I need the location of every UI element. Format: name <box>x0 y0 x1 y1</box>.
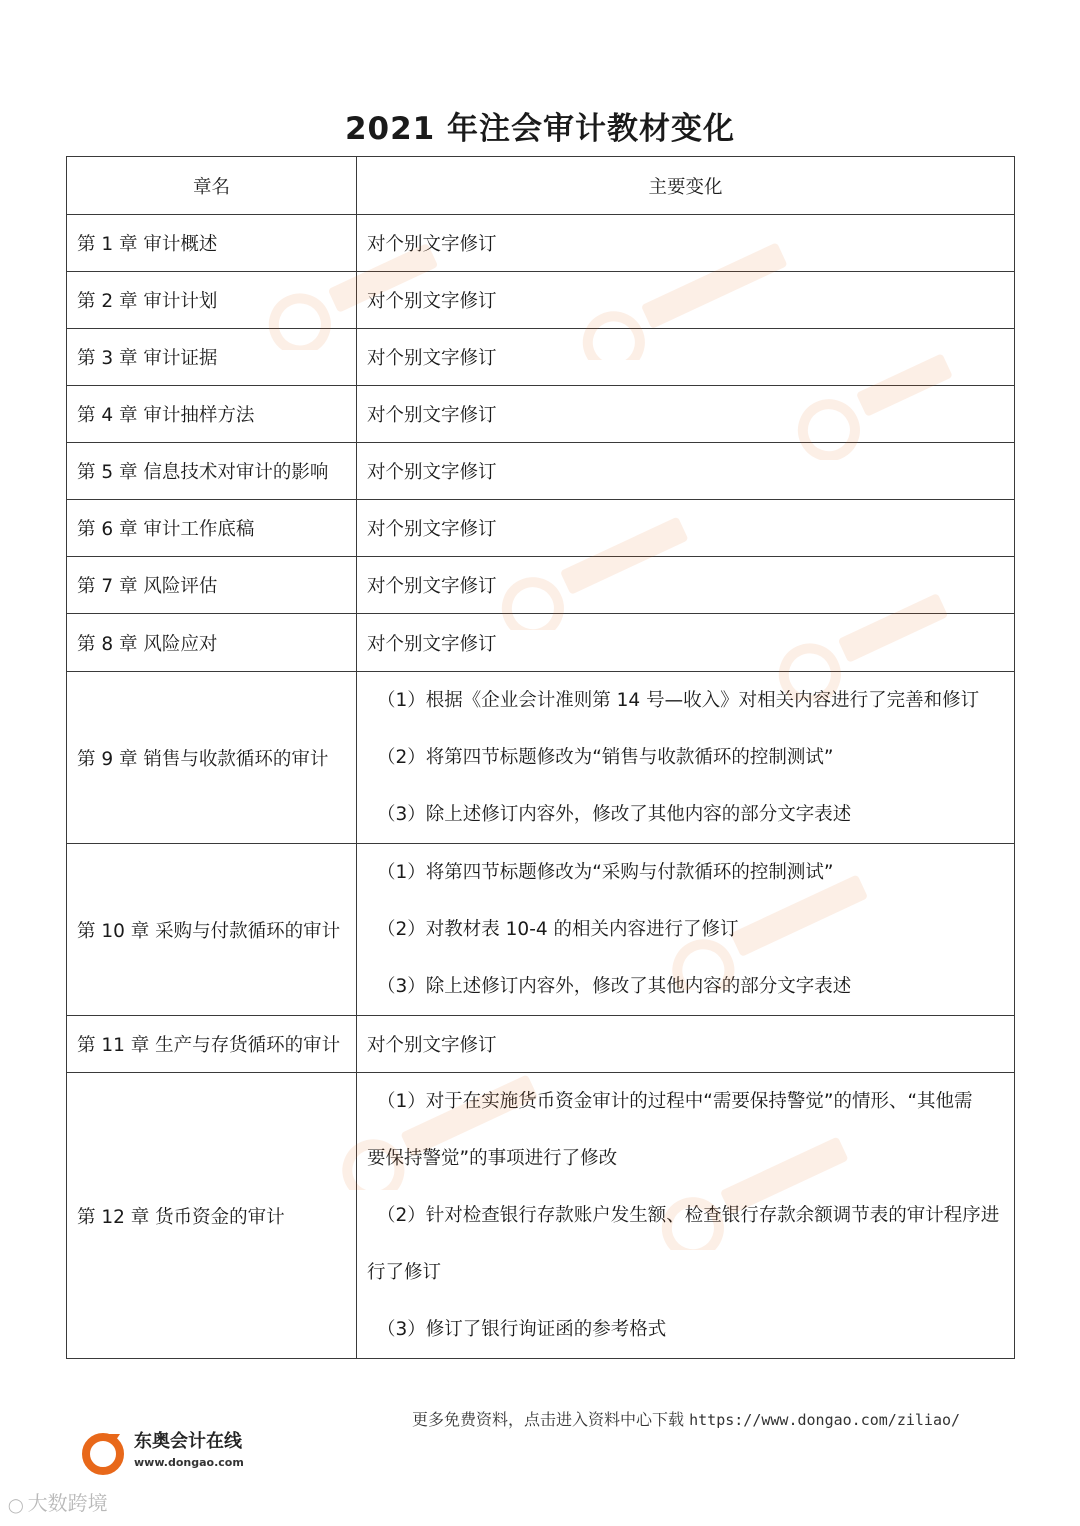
change-cell: 对个别文字修订 <box>357 443 1015 500</box>
change-cell: 对个别文字修订 <box>357 386 1015 443</box>
change-line: （2）将第四节标题修改为“销售与收款循环的控制测试” <box>377 747 834 768</box>
change-cell <box>357 672 1015 844</box>
change-cell: 对个别文字修订 <box>357 557 1015 614</box>
weibo-icon: ◯ <box>8 1498 24 1514</box>
table-row <box>67 844 1015 1016</box>
table-row <box>67 386 1015 443</box>
change-cell <box>357 844 1015 1016</box>
chapter-cell: 第 1 章 审计概述 <box>67 215 357 272</box>
logo-name: 东奥会计在线 <box>134 1431 242 1452</box>
footer-url: https://www.dongao.com/ziliao/ <box>689 1411 961 1429</box>
table-row <box>67 500 1015 557</box>
chapter-cell: 第 6 章 审计工作底稿 <box>67 500 357 557</box>
chapter-cell: 第 12 章 货币资金的审计 <box>67 1073 357 1359</box>
chapter-cell: 第 11 章 生产与存货循环的审计 <box>67 1016 357 1073</box>
table-row <box>67 1016 1015 1073</box>
chapter-cell: 第 4 章 审计抽样方法 <box>67 386 357 443</box>
change-line: （2）对教材表 10-4 的相关内容进行了修订 <box>377 919 739 940</box>
dongao-logo-icon <box>80 1430 126 1476</box>
footer-text: 更多免费资料，点击进入资料中心下载 <box>412 1410 685 1429</box>
change-line: 要保持警觉”的事项进行了修改 <box>367 1148 618 1169</box>
table-row <box>67 443 1015 500</box>
header-chapter: 章名 <box>67 157 357 215</box>
table-row <box>67 215 1015 272</box>
chapter-cell: 第 10 章 采购与付款循环的审计 <box>67 844 357 1016</box>
change-line: （3）除上述修订内容外，修改了其他内容的部分文字表述 <box>377 976 852 997</box>
change-line: （2）针对检查银行存款账户发生额、检查银行存款余额调节表的审计程序进 <box>377 1205 1000 1226</box>
footer-download-link[interactable] <box>412 1406 1032 1434</box>
chapter-cell: 第 2 章 审计计划 <box>67 272 357 329</box>
change-cell: 对个别文字修订 <box>357 614 1015 672</box>
corner-watermark-text: 大数跨境 <box>27 1491 108 1515</box>
change-line: （1）将第四节标题修改为“采购与付款循环的控制测试” <box>377 862 834 883</box>
change-line: 行了修订 <box>367 1262 442 1283</box>
header-change: 主要变化 <box>357 157 1015 215</box>
table-row <box>67 272 1015 329</box>
table-row <box>67 672 1015 844</box>
table-header-row <box>67 157 1015 215</box>
chapter-cell: 第 5 章 信息技术对审计的影响 <box>67 443 357 500</box>
page-title: 2021 年注会审计教材变化 <box>344 111 736 147</box>
change-cell: 对个别文字修订 <box>357 500 1015 557</box>
table-row <box>67 557 1015 614</box>
table-row <box>67 329 1015 386</box>
change-line: （1）对于在实施货币资金审计的过程中“需要保持警觉”的情形、“其他需 <box>377 1091 973 1112</box>
change-line: （3）修订了银行询证函的参考格式 <box>377 1319 667 1340</box>
chapter-cell: 第 7 章 风险评估 <box>67 557 357 614</box>
logo-url: www.dongao.com <box>134 1456 244 1469</box>
changes-table <box>66 156 1015 1359</box>
brand-logo <box>80 1428 280 1478</box>
change-cell: 对个别文字修订 <box>357 1016 1015 1073</box>
table-row <box>67 1073 1015 1359</box>
chapter-cell: 第 3 章 审计证据 <box>67 329 357 386</box>
change-cell: 对个别文字修订 <box>357 329 1015 386</box>
chapter-cell: 第 9 章 销售与收款循环的审计 <box>67 672 357 844</box>
table-row <box>67 614 1015 672</box>
corner-watermark <box>8 1488 168 1518</box>
change-line: （1）根据《企业会计准则第 14 号—收入》对相关内容进行了完善和修订 <box>377 690 980 711</box>
change-cell <box>357 1073 1015 1359</box>
chapter-cell: 第 8 章 风险应对 <box>67 614 357 672</box>
change-cell: 对个别文字修订 <box>357 272 1015 329</box>
change-cell: 对个别文字修订 <box>357 215 1015 272</box>
change-line: （3）除上述修订内容外，修改了其他内容的部分文字表述 <box>377 804 852 825</box>
